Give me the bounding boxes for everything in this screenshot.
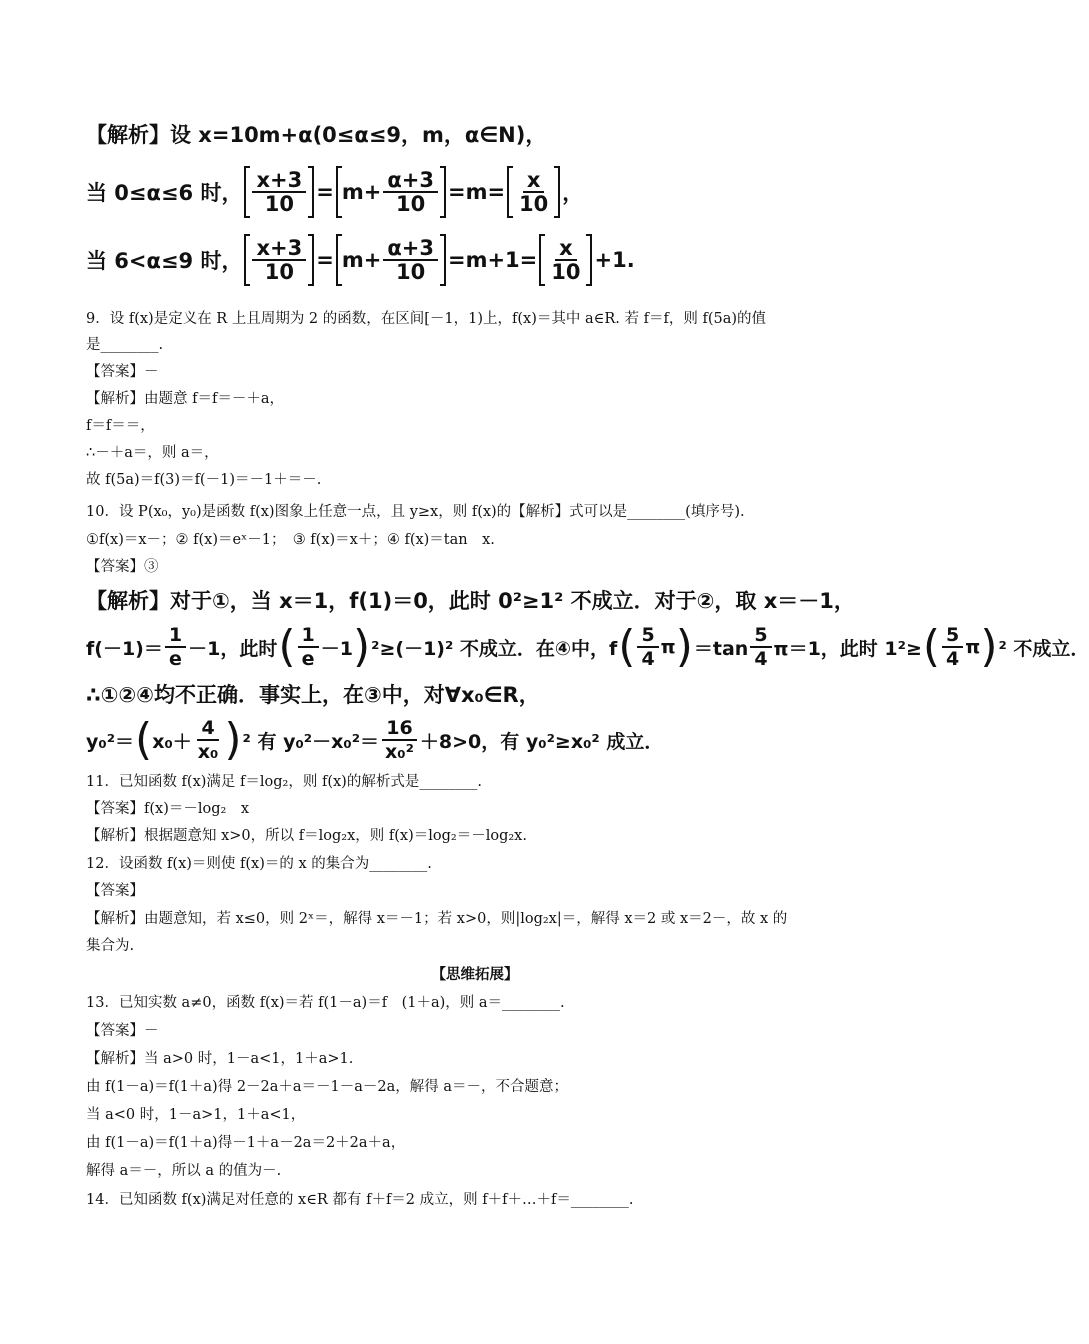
analysis-line-2 bbox=[86, 164, 583, 220]
numerator: 1 bbox=[165, 624, 186, 648]
parenthesis-group bbox=[135, 714, 242, 765]
analysis-text: 【解析】对于①，当 x＝1，f(1)＝0，此时 0²≥1² 不成立．对于②，取 x＝－1， bbox=[86, 589, 855, 613]
analysis-text: =m= bbox=[447, 180, 506, 204]
question-10-line-1: 10．设 P(x₀，y₀)是函数 f(x)图象上任意一点，且 y≥x，则 f(x)的【解析】式可以是________(填序号). bbox=[86, 504, 745, 520]
fraction bbox=[381, 717, 418, 763]
fraction bbox=[750, 624, 771, 670]
fraction bbox=[942, 624, 963, 670]
analysis-text: ＝tan bbox=[693, 637, 749, 660]
question-13-analysis-3: 当 a<0 时，1－a>1，1＋a<1， bbox=[86, 1107, 306, 1123]
denominator: 4 bbox=[754, 648, 768, 670]
question-10-line-2: ①f(x)＝x－；② f(x)＝eˣ－1； ③ f(x)＝x＋；④ f(x)＝tan x. bbox=[86, 532, 495, 548]
denominator: 4 bbox=[946, 648, 960, 670]
analysis-text: ∴①②④均不正确．事实上，在③中，对∀x₀∈R， bbox=[86, 683, 540, 707]
fraction bbox=[252, 237, 306, 283]
question-14-line-1: 14．已知函数 f(x)满足对任意的 x∈R 都有 f＋f＝2 成立，则 f＋f＋…＋f＝________. bbox=[86, 1192, 634, 1208]
question-13-analysis-4: 由 f(1－a)＝f(1＋a)得－1＋a－2a＝2＋2a＋a， bbox=[86, 1135, 406, 1151]
analysis-text: ＋8>0，有 y₀²≥x₀² 成立． bbox=[419, 730, 664, 753]
question-13-line-1: 13．已知实数 a≠0，函数 f(x)＝若 f(1－a)＝f (1＋a)，则 a＝________. bbox=[86, 995, 565, 1011]
fraction bbox=[383, 169, 438, 215]
fraction bbox=[547, 237, 584, 283]
question-13-analysis-2: 由 f(1－a)＝f(1＋a)得 2－2a＋a＝－1－a－2a，解得 a＝－，不合题意； bbox=[86, 1079, 569, 1095]
section-heading: 【思维拓展】 bbox=[431, 966, 519, 983]
question-13-analysis-1: 【解析】当 a>0 时，1－a<1，1＋a>1. bbox=[86, 1051, 354, 1067]
analysis-text: m+ bbox=[341, 248, 382, 272]
analysis-text: x₀＋ bbox=[152, 730, 192, 753]
numerator: x bbox=[523, 169, 545, 193]
numerator: α+3 bbox=[383, 169, 438, 193]
denominator: e bbox=[301, 648, 315, 670]
fraction bbox=[194, 717, 223, 763]
numerator: 5 bbox=[637, 624, 658, 648]
denominator: 10 bbox=[396, 260, 426, 284]
denominator: 10 bbox=[264, 192, 294, 216]
analysis-text: π bbox=[660, 636, 676, 658]
question-10-answer: 【答案】③ bbox=[86, 559, 159, 575]
analysis-text: f(－1)＝ bbox=[86, 637, 163, 660]
question-13-answer: 【答案】－ bbox=[86, 1023, 159, 1039]
analysis-text: π bbox=[965, 636, 981, 658]
left-paren: ( bbox=[922, 621, 941, 672]
floor-bracket bbox=[244, 166, 314, 218]
right-paren: ) bbox=[224, 714, 242, 765]
left-paren: ( bbox=[278, 621, 296, 672]
analysis-text: ²≥(－1)² 不成立．在④中，f bbox=[371, 637, 618, 660]
numerator: α+3 bbox=[383, 237, 438, 261]
question-12-answer: 【答案】 bbox=[86, 883, 144, 899]
analysis-text: 当 6<α≤9 时， bbox=[86, 249, 243, 273]
analysis-line-3 bbox=[86, 232, 635, 288]
fraction bbox=[637, 624, 658, 670]
question-9-analysis-3: ∴－＋a＝，则 a＝， bbox=[86, 445, 219, 461]
question-11-line-1: 11．已知函数 f(x)满足 f＝log₂，则 f(x)的解析式是________. bbox=[86, 774, 482, 790]
q10-analysis-line-4 bbox=[86, 714, 663, 766]
fraction bbox=[515, 169, 552, 215]
denominator: 10 bbox=[551, 260, 581, 284]
question-11-answer: 【答案】f(x)＝－log₂ x bbox=[86, 801, 249, 817]
analysis-text: π＝1，此时 1²≥ bbox=[773, 637, 922, 660]
analysis-text: =m+1= bbox=[447, 248, 538, 272]
question-12-line-1: 12．设函数 f(x)＝则使 f(x)＝的 x 的集合为________. bbox=[86, 856, 432, 872]
floor-bracket bbox=[336, 166, 446, 218]
parenthesis-group bbox=[922, 621, 998, 672]
q10-analysis-line-3 bbox=[86, 678, 540, 710]
numerator: 16 bbox=[382, 717, 416, 741]
parenthesis-group bbox=[278, 621, 371, 672]
right-paren: ) bbox=[980, 621, 998, 672]
question-9-analysis-2: f＝f＝＝， bbox=[86, 418, 155, 434]
right-paren: ) bbox=[675, 621, 693, 672]
question-12-analysis-2: 集合为. bbox=[86, 938, 135, 954]
parenthesis-group bbox=[618, 621, 693, 672]
question-12-analysis-1: 【解析】由题意知，若 x≤0，则 2ˣ＝，解得 x＝－1；若 x>0，则|log₂x|＝，解得 x＝2 或 x＝2－，故 x 的 bbox=[86, 911, 788, 927]
denominator: 10 bbox=[396, 192, 426, 216]
question-9-line-2: 是________. bbox=[86, 337, 164, 353]
analysis-text: ² 有 y₀²－x₀²＝ bbox=[242, 730, 380, 753]
denominator: 10 bbox=[264, 260, 294, 284]
question-9-analysis-1: 【解析】由题意 f＝f＝－＋a， bbox=[86, 391, 284, 407]
question-9-analysis-4: 故 f(5a)＝f(3)＝f(－1)＝－1＋＝－. bbox=[86, 472, 322, 488]
question-9-answer: 【答案】－ bbox=[86, 364, 159, 380]
fraction bbox=[298, 624, 319, 670]
q10-analysis-line-1 bbox=[86, 584, 855, 616]
fraction bbox=[165, 624, 186, 670]
denominator: 10 bbox=[519, 192, 549, 216]
analysis-text: 当 0≤α≤6 时， bbox=[86, 181, 243, 205]
floor-bracket bbox=[244, 234, 314, 286]
denominator: x₀² bbox=[385, 741, 414, 763]
analysis-line-1 bbox=[86, 116, 546, 152]
fraction bbox=[383, 237, 438, 283]
denominator: 4 bbox=[641, 648, 655, 670]
question-9-line-1: 9．设 f(x)是定义在 R 上且周期为 2 的函数，在区间[－1，1)上，f(x)＝其中 a∈R. 若 f＝f，则 f(5a)的值 bbox=[86, 311, 767, 327]
denominator: x₀ bbox=[197, 741, 219, 763]
analysis-text: = bbox=[316, 248, 334, 272]
question-13-analysis-5: 解得 a＝－，所以 a 的值为－. bbox=[86, 1163, 282, 1179]
right-paren: ) bbox=[352, 621, 371, 672]
question-11-analysis: 【解析】根据题意知 x>0，所以 f＝log₂x，则 f(x)＝log₂＝－log₂x. bbox=[86, 828, 527, 844]
left-paren: ( bbox=[618, 621, 636, 672]
numerator: 5 bbox=[750, 624, 771, 648]
analysis-text: = bbox=[316, 180, 334, 204]
floor-bracket bbox=[507, 166, 560, 218]
floor-bracket bbox=[336, 234, 446, 286]
left-paren: ( bbox=[135, 714, 153, 765]
numerator: 5 bbox=[942, 624, 963, 648]
analysis-text: ， bbox=[562, 181, 584, 205]
q10-analysis-line-2 bbox=[86, 621, 1089, 673]
fraction bbox=[252, 169, 306, 215]
numerator: 1 bbox=[298, 624, 319, 648]
floor-bracket bbox=[539, 234, 592, 286]
analysis-text: +1. bbox=[594, 248, 635, 272]
analysis-text: －1，此时 bbox=[188, 637, 278, 660]
numerator: x+3 bbox=[252, 169, 306, 193]
denominator: e bbox=[169, 648, 182, 670]
analysis-text: ² 不成立． bbox=[998, 637, 1089, 660]
analysis-text: y₀²＝ bbox=[86, 730, 135, 753]
numerator: 4 bbox=[197, 717, 218, 741]
analysis-text: m+ bbox=[341, 180, 382, 204]
analysis-text: －1 bbox=[320, 637, 353, 660]
numerator: x bbox=[555, 237, 577, 261]
numerator: x+3 bbox=[252, 237, 306, 261]
analysis-text: 【解析】设 x=10m+α(0≤α≤9，m，α∈N)， bbox=[86, 123, 547, 147]
